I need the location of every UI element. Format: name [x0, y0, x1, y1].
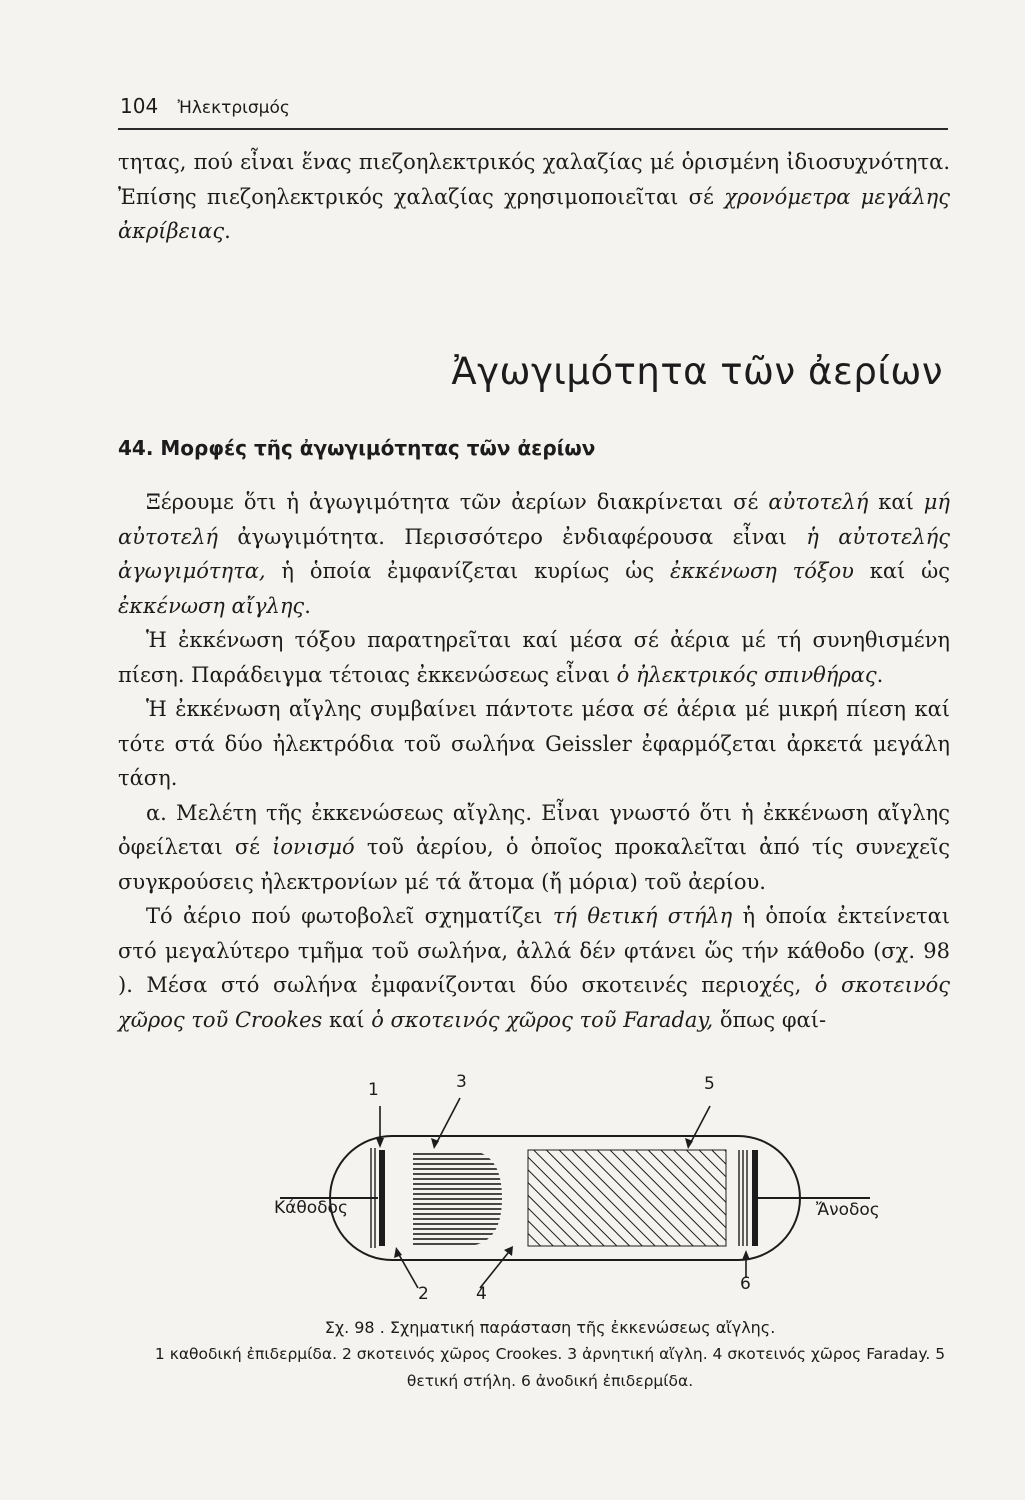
- negative-glow: [413, 1150, 502, 1246]
- paragraph-4: [118, 796, 950, 900]
- p1-italic-1: αὐτοτελή: [768, 490, 869, 514]
- arrow-3: [436, 1098, 460, 1144]
- p1-text-3: ἀγωγιμότητα. Περισσότερο ἐνδιαφέρουσα εἶναι: [218, 524, 807, 549]
- label-4: 4: [476, 1284, 487, 1304]
- main-text: [118, 485, 950, 1037]
- p5-italic-2: ὁ σκοτεινός χῶρος τοῦ Crookes: [118, 973, 950, 1032]
- caption-title: Σχ. 98 . Σχηματική παράσταση τῆς ἐκκενώσεως αἴγλης.: [324, 1318, 776, 1337]
- anode-label: Ἄνοδος: [816, 1200, 880, 1220]
- arrow-4-head: [504, 1246, 513, 1256]
- p2-italic-1: ὁ ἠλεκτρικός σπινθήρας: [616, 662, 877, 687]
- page-header: [120, 94, 290, 118]
- arrow-1-head: [376, 1138, 384, 1148]
- figure-caption: [140, 1314, 960, 1395]
- label-6: 6: [740, 1274, 751, 1294]
- p1-italic-3: ἡ αὐτοτελής ἀγωγιμότητα,: [118, 524, 950, 583]
- arrow-5: [690, 1106, 710, 1144]
- label-3: 3: [456, 1072, 467, 1092]
- anode-glow: [738, 1150, 750, 1246]
- p5-italic-3: ὁ σκοτεινός χῶρος τοῦ Faraday,: [371, 1007, 714, 1032]
- intro-paragraph: [118, 145, 950, 249]
- anode-plate: [752, 1150, 758, 1246]
- p1-text-6: .: [304, 593, 311, 618]
- p1-italic-2: μή αὐτοτελή: [118, 490, 951, 549]
- arrow-6-head: [742, 1250, 750, 1260]
- p4-text-2: τοῦ ἀερίου, ὁ ὁποῖος προκαλεῖται ἀπό τίς συνεχεῖς συγκρούσεις ἠλεκτρονίων μέ τά ἄτομα (ἤ μόρια) τοῦ ἀερίου.: [118, 835, 950, 894]
- positive-column: [528, 1150, 726, 1246]
- p5-text-2: ἡ ὁποία ἐκτείνεται στό μεγαλύτερο τμῆμα τοῦ σωλήνα, ἀλλά δέν φτάνει ὥς τήν κάθοδο (σχ. 98 ). Μέσα στό σωλήνα ἐμφανίζονται δύο σκοτεινές περιοχές,: [118, 904, 951, 997]
- paragraph-1: [118, 485, 950, 623]
- p1-italic-5: ἐκκένωση αἴγλης: [118, 593, 305, 618]
- arrow-4: [480, 1253, 508, 1288]
- p4-italic-1: ἰονισμό: [272, 835, 355, 859]
- p2-text-2: .: [876, 662, 884, 687]
- header-rule: [118, 128, 948, 130]
- running-title: Ἠλεκτρισμός: [177, 98, 290, 118]
- discharge-tube-diagram: [270, 1078, 910, 1308]
- discharge-tube-figure: [270, 1072, 910, 1308]
- label-5: 5: [704, 1074, 715, 1094]
- cathode-plate: [379, 1150, 385, 1246]
- page-number: 104: [120, 94, 159, 118]
- intro-text-2: .: [224, 219, 231, 243]
- cathode-glow: [370, 1148, 378, 1248]
- section-title: 44. Μορφές τῆς ἀγωγιμότητας τῶν ἀερίων: [118, 436, 596, 460]
- p2-text-1: Ἡ ἐκκένωση τόξου παρατηρεῖται καί μέσα σέ ἀέρια μέ τή συνηθισμένη πίεση. Παράδειγμα τέτοιας ἐκκενώσεως εἶναι: [118, 628, 950, 687]
- paragraph-5: [118, 899, 950, 1037]
- label-1: 1: [368, 1080, 379, 1100]
- intro-text-1: τητας, πού εἶναι ἕνας πιεζοηλεκτρικός χαλαζίας μέ ὁρισμένη ἰδιοσυχνότητα. Ἐπίσης πιεζοηλεκτρικός χαλαζίας χρησιμοποιεῖται σέ: [118, 150, 950, 209]
- paragraph-2: [118, 623, 950, 692]
- caption-legend: 1 καθοδική ἐπιδερμίδα. 2 σκοτεινός χῶρος Crookes. 3 ἀρνητική αἴγλη. 4 σκοτεινός χῶρος Faraday. 5 θετική στήλη. 6 ἀνοδική ἐπιδερμίδα.: [154, 1345, 946, 1390]
- p1-text-1: Ξέρουμε ὅτι ἡ ἀγωγιμότητα τῶν ἀερίων διακρίνεται σέ: [146, 490, 769, 514]
- arrow-2: [398, 1253, 418, 1288]
- chapter-title: Ἀγωγιμότητα τῶν ἀερίων: [451, 350, 943, 393]
- paragraph-3: Ἡ ἐκκένωση αἴγλης συμβαίνει πάντοτε μέσα σέ ἀέρια μέ μικρή πίεση καί τότε στά δύο ἠλεκτρόδια τοῦ σωλήνα Geissler ἐφαρμόζεται ἀρκετά μεγάλη τάση.: [118, 697, 950, 790]
- p5-text-1: Τό ἀέριο πού φωτοβολεῖ σχηματίζει: [146, 904, 553, 928]
- p5-italic-1: τή θετική στήλη: [552, 904, 733, 928]
- label-2: 2: [418, 1284, 429, 1304]
- p5-text-3: καί: [322, 1007, 372, 1032]
- p1-text-4: ἡ ὁποία ἐμφανίζεται κυρίως ὡς: [265, 559, 670, 583]
- cathode-label: Κάθοδος: [274, 1198, 348, 1218]
- p1-italic-4: ἐκκένωση τόξου: [669, 559, 854, 583]
- p1-text-5: καί ὡς: [853, 559, 950, 583]
- p4-text-1: α. Μελέτη τῆς ἐκκενώσεως αἴγλης. Εἶναι γνωστό ὅτι ἡ ἐκκένωση αἴγλης ὀφείλεται σέ: [118, 800, 950, 859]
- intro-italic-1: χρονόμετρα μεγάλης ἀκρίβειας: [118, 184, 950, 243]
- p1-text-2: καί: [868, 490, 924, 514]
- p5-text-4: ὅπως φαί-: [713, 1007, 827, 1032]
